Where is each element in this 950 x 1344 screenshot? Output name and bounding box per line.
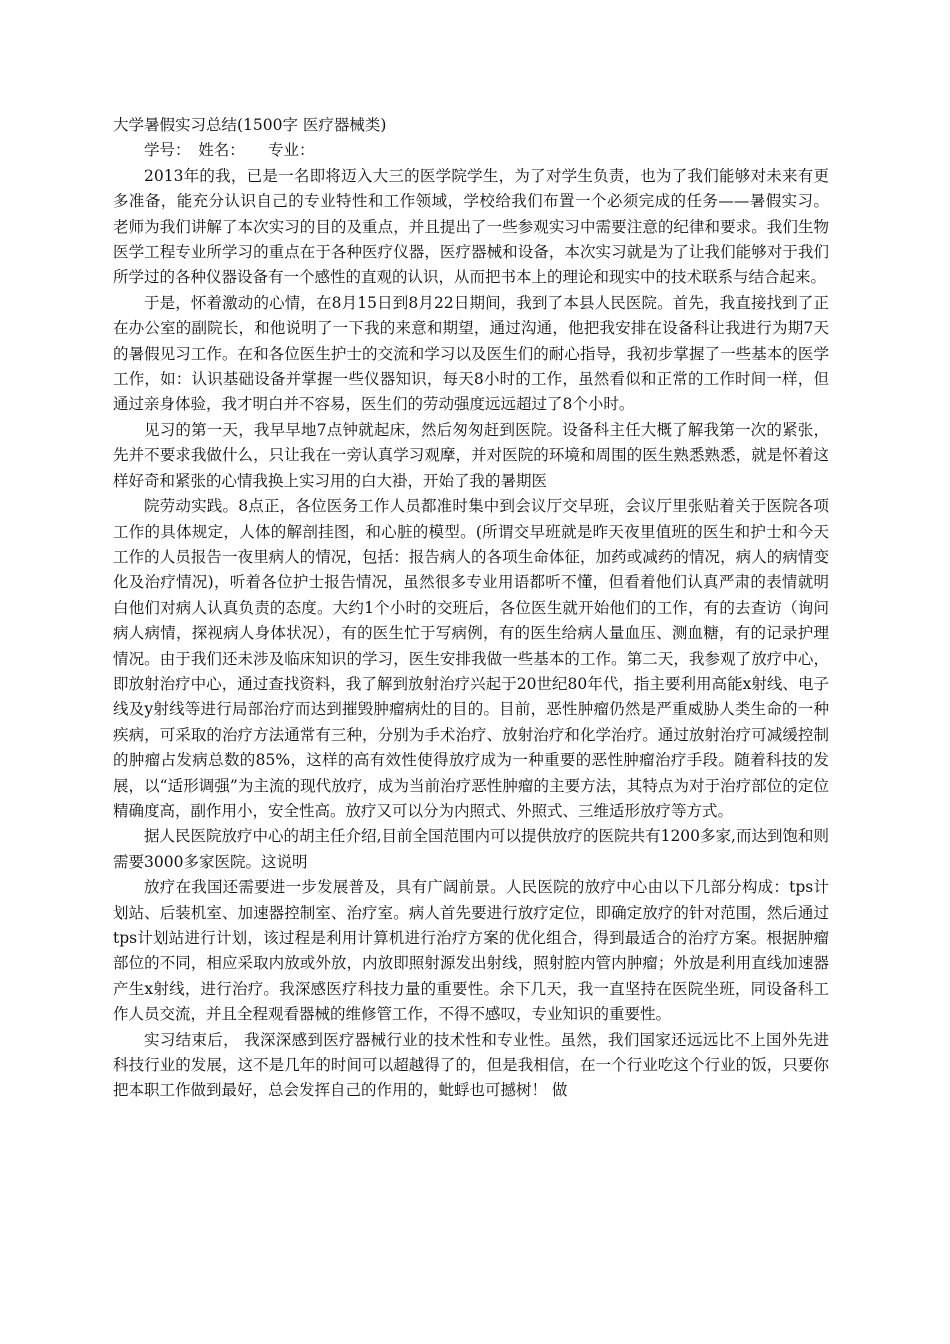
document-body	[113, 113, 829, 1104]
student-info-line: 学号： 姓名： 专业：	[144, 141, 315, 160]
paragraph: 院劳动实践。8点正，各位医务工作人员都准时集中到会议厅交早班，会议厅里张贴着关于医院各项工作的具体规定，人体的解剖挂图，和心脏的模型。(所谓交早班就是昨天夜里值班的医生和护士和今天工作的人员报告一夜里病人的情况，包括：报告病人的各项生命体征，加药或减药的情况，病人的病情变化及治疗情况)，听着各位护士报告情况，虽然很多专业用语都听不懂，但看着他们认真严肃的表情就明白他们对病人认真负责的态度。大约1个小时的交班后，各位医生就开始他们的工作，有的去查访（询问病人病情，探视病人身体状况），有的医生忙于写病例，有的医生给病人量血压、测血糖，有的记录护理情况。由于我们还未涉及临床知识的学习，医生安排我做一些基本的工作。第二天，我参观了放疗中心，即放射治疗中心，通过查找资料，我了解到放射治疗兴起于20世纪80年代，指主要利用高能x射线、电子线及y射线等进行局部治疗而达到摧毁肿瘤病灶的目的。目前，恶性肿瘤仍然是严重威胁人类生命的一种疾病，可采取的治疗方法通常有三种，分别为手术治疗、放射治疗和化学治疗。通过放射治疗可减缓控制的肿瘤占发病总数的85%，这样的高有效性使得放疗成为一种重要的恶性肿瘤治疗手段。随着科技的发展，以“适形调强”为主流的现代放疗，成为当前治疗恶性肿瘤的主要方法，其特点为对于治疗部位的定位精确度高，副作用小，安全性高。放疗又可以分为内照式、外照式、三维适形放疗等方式。	[113, 497, 829, 820]
paragraph: 2013年的我，已是一名即将迈入大三的医学院学生，为了对学生负责，也为了我们能够对未来有更多准备，能充分认识自己的专业特性和工作领域，学校给我们布置一个必须完成的任务——暑假实习。 老师为我们讲解了本次实习的目的及重点，并且提出了一些参观实习中需要注意的纪律和要求。我们生物医学工程专业所学习的重点在于各种医疗仪器，医疗器械和设备，本次实习就是为了让我们能够对于我们所学过的各种仪器设备有一个感性的直观的认识，从而把书本上的理论和现实中的技术联系与结合起来。	[113, 166, 829, 287]
paragraph: 放疗在我国还需要进一步发展普及，具有广阔前景。人民医院的放疗中心由以下几部分构成：tps计划站、后装机室、加速器控制室、治疗室。病人首先要进行放疗定位，即确定放疗的针对范围，然后通过tps计划站进行计划，该过程是利用计算机进行治疗方案的优化组合，得到最适合的治疗方案。根据肿瘤部位的不同，相应采取内放或外放，内放即照射源发出射线，照射腔内管内肿瘤；外放是利用直线加速器产生x射线，进行治疗。我深感医疗科技力量的重要性。余下几天，我一直坚持在医院坐班，同设备科工作人员交流，并且全程观看器械的维修管工作，不得不感叹，专业知识的重要性。	[113, 878, 829, 1024]
paragraph: 于是，怀着激动的心情，在8月15日到8月22日期间，我到了本县人民医院。首先，我直接找到了正在办公室的副院长，和他说明了一下我的来意和期望，通过沟通，他把我安排在设备科让我进行为期7天的暑假见习工作。在和各位医生护士的交流和学习以及医生们的耐心指导，我初步掌握了一些基本的医学工作，如：认识基础设备并掌握一些仪器知识，每天8小时的工作，虽然看似和正常的工作时间一样，但通过亲身体验，我才明白并不容易，医生们的劳动强度远远超过了8个小时。	[113, 293, 829, 414]
paragraph: 实习结束后， 我深深感到医疗器械行业的技术性和专业性。虽然，我们国家还远远比不上国外先进科技行业的发展，这不是几年的时间可以超越得了的，但是我相信，在一个行业吃这个行业的饭，只要你把本职工作做到最好，总会发挥自己的作用的，蚍蜉也可撼树！ 做	[113, 1030, 829, 1100]
document-title: 大学暑假实习总结(1500字 医疗器械类)	[113, 116, 387, 134]
paragraph: 据人民医院放疗中心的胡主任介绍,目前全国范围内可以提供放疗的医院共有1200多家,而达到饱和则需要3000多家医院。这说明	[113, 827, 829, 871]
paragraph: 见习的第一天，我早早地7点钟就起床，然后匆匆赶到医院。设备科主任大概了解我第一次的紧张，先并不要求我做什么，只让我在一旁认真学习观摩，并对医院的环境和周围的医生熟悉熟悉，就是怀着这样好奇和紧张的心情我换上实习用的白大褂，开始了我的暑期医	[113, 420, 829, 490]
